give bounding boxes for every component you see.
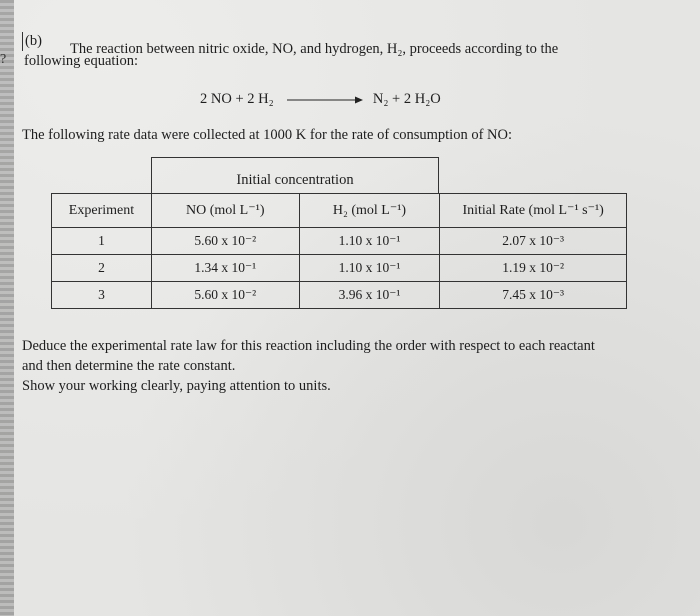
table-header-row	[52, 194, 627, 228]
cell-h2: 3.96 x 10⁻¹	[299, 282, 440, 309]
reaction-arrow-icon	[287, 95, 363, 105]
initial-concentration-header: Initial concentration	[151, 157, 439, 193]
cell-no: 1.34 x 10⁻¹	[151, 255, 299, 282]
rate-data-intro: The following rate data were collected at 1000 K for the rate of consumption of NO:	[22, 127, 513, 143]
question-label-text: (b)	[22, 32, 42, 51]
header-rate: Initial Rate (mol L⁻¹ s⁻¹)	[440, 194, 627, 228]
binder-edge	[0, 0, 14, 616]
header-experiment: Experiment	[52, 194, 152, 228]
cell-rate: 1.19 x 10⁻²	[440, 255, 627, 282]
cell-no: 5.60 x 10⁻²	[151, 282, 299, 309]
deduce-line-2: and then determine the rate constant.	[22, 358, 236, 374]
table-row	[52, 228, 627, 255]
intro-line-2: following equation:	[24, 53, 138, 69]
cell-h2: 1.10 x 10⁻¹	[299, 255, 440, 282]
deduce-line-1: Deduce the experimental rate law for this reaction including the order with respect to each reactant	[22, 338, 595, 354]
table-row	[52, 255, 627, 282]
rate-table	[51, 193, 627, 309]
question-label	[22, 32, 42, 51]
cell-h2: 1.10 x 10⁻¹	[299, 228, 440, 255]
cell-rate: 7.45 x 10⁻³	[440, 282, 627, 309]
cell-experiment: 1	[52, 228, 152, 255]
table-row	[52, 282, 627, 309]
equation-reactants: 2 NO + 2 H₂	[200, 91, 274, 107]
cell-experiment: 2	[52, 255, 152, 282]
margin-mark: ?	[0, 52, 7, 67]
cell-experiment: 3	[52, 282, 152, 309]
deduce-line-3: Show your working clearly, paying attention to units.	[22, 378, 331, 394]
cell-rate: 2.07 x 10⁻³	[440, 228, 627, 255]
header-h2: H₂ (mol L⁻¹)	[299, 194, 440, 228]
header-no: NO (mol L⁻¹)	[151, 194, 299, 228]
reaction-equation	[200, 91, 441, 108]
cell-no: 5.60 x 10⁻²	[151, 228, 299, 255]
intro-line-1: The reaction between nitric oxide, NO, and hydrogen, H₂, proceeds according to the	[70, 41, 559, 57]
equation-products: N₂ + 2 H₂O	[372, 91, 441, 107]
